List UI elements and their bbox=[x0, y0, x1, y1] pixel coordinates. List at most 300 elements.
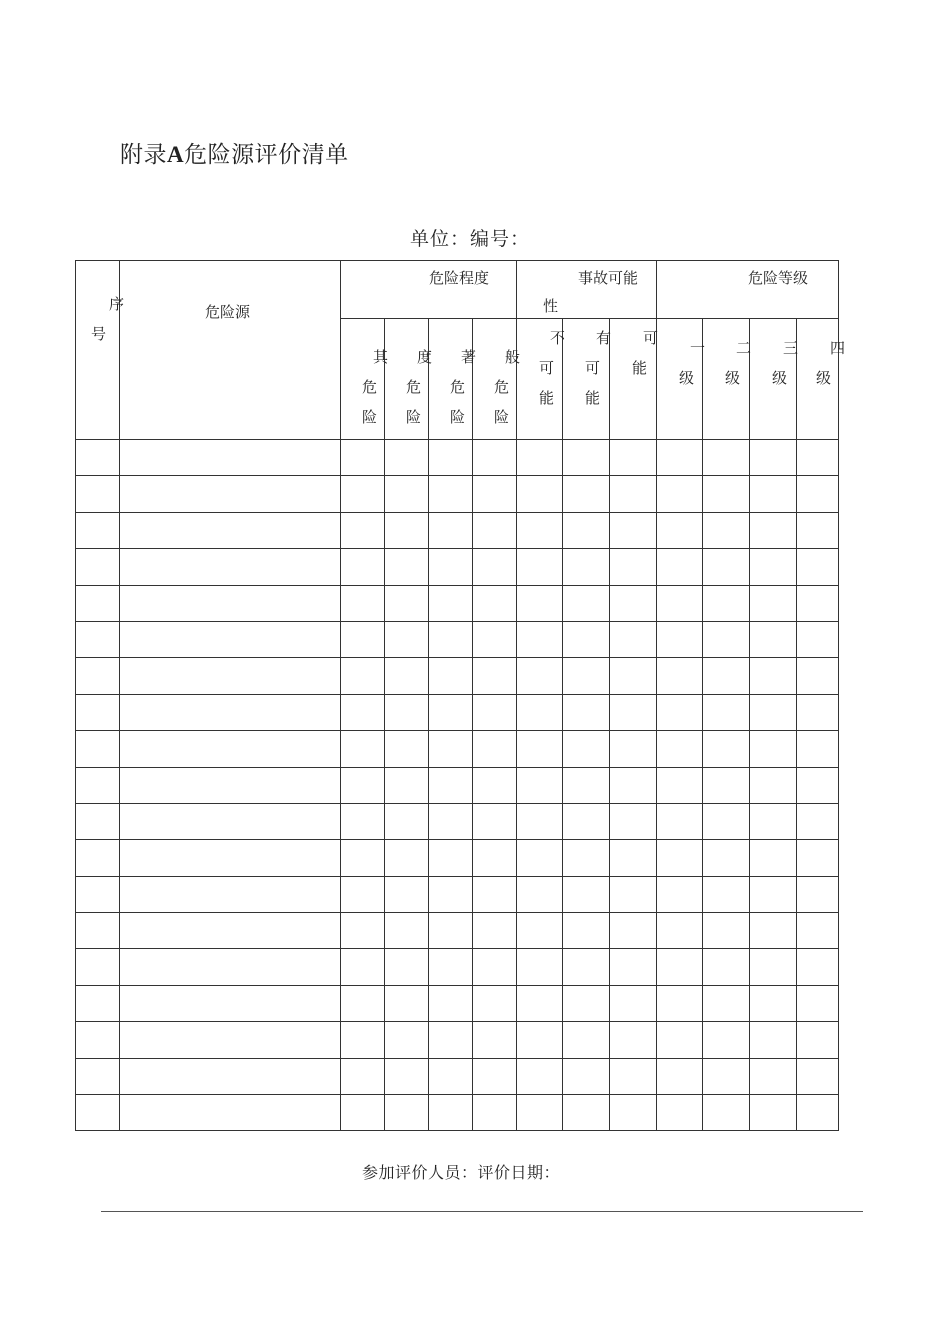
table-cell[interactable] bbox=[517, 512, 563, 548]
table-cell[interactable] bbox=[797, 1022, 839, 1058]
table-cell[interactable] bbox=[429, 767, 473, 803]
table-cell[interactable] bbox=[797, 585, 839, 621]
level-col-3 bbox=[750, 319, 797, 440]
table-cell[interactable] bbox=[429, 840, 473, 876]
table-cell[interactable] bbox=[797, 913, 839, 949]
table-cell[interactable] bbox=[703, 1022, 750, 1058]
table-cell[interactable] bbox=[563, 658, 610, 694]
table-cell[interactable] bbox=[517, 658, 563, 694]
table-cell[interactable] bbox=[76, 1095, 120, 1131]
danger-degree-header: 危险程度 bbox=[429, 269, 490, 287]
table-cell[interactable] bbox=[473, 585, 517, 621]
unit-number-line: 单位：编号： bbox=[410, 228, 531, 250]
table-cell[interactable] bbox=[385, 476, 429, 512]
degree-col-4-label bbox=[494, 380, 509, 425]
level-col-3-top: 三 bbox=[783, 339, 799, 357]
table-cell[interactable] bbox=[429, 1095, 473, 1131]
table-cell[interactable] bbox=[120, 803, 341, 839]
table-cell[interactable] bbox=[385, 585, 429, 621]
table-cell[interactable] bbox=[76, 985, 120, 1021]
table-cell[interactable] bbox=[341, 913, 385, 949]
table-row bbox=[76, 621, 839, 657]
table-cell[interactable] bbox=[657, 840, 703, 876]
table-cell[interactable] bbox=[341, 767, 385, 803]
table-cell[interactable] bbox=[703, 985, 750, 1021]
table-cell[interactable] bbox=[610, 621, 657, 657]
table-cell[interactable] bbox=[341, 1095, 385, 1131]
table-cell[interactable] bbox=[797, 731, 839, 767]
degree-col-4-char: 危 bbox=[494, 378, 510, 396]
table-cell[interactable] bbox=[120, 549, 341, 585]
table-cell[interactable] bbox=[473, 1095, 517, 1131]
table-cell[interactable] bbox=[473, 621, 517, 657]
table-cell[interactable] bbox=[657, 658, 703, 694]
table-cell[interactable] bbox=[610, 1022, 657, 1058]
table-cell[interactable] bbox=[750, 440, 797, 476]
table-cell[interactable] bbox=[76, 512, 120, 548]
table-cell[interactable] bbox=[517, 985, 563, 1021]
level-col-2 bbox=[703, 319, 750, 440]
table-cell[interactable] bbox=[517, 876, 563, 912]
table-cell[interactable] bbox=[473, 549, 517, 585]
table-cell[interactable] bbox=[76, 1058, 120, 1094]
table-cell[interactable] bbox=[120, 512, 341, 548]
table-cell[interactable] bbox=[341, 621, 385, 657]
table-cell[interactable] bbox=[473, 840, 517, 876]
table-cell[interactable] bbox=[76, 476, 120, 512]
table-cell[interactable] bbox=[750, 876, 797, 912]
table-cell[interactable] bbox=[750, 658, 797, 694]
table-cell[interactable] bbox=[429, 585, 473, 621]
table-cell[interactable] bbox=[610, 985, 657, 1021]
table-cell[interactable] bbox=[429, 803, 473, 839]
possibility-col-1-top: 不 bbox=[550, 329, 566, 347]
table-cell[interactable] bbox=[657, 803, 703, 839]
table-cell[interactable] bbox=[473, 803, 517, 839]
table-cell[interactable] bbox=[797, 621, 839, 657]
table-cell[interactable] bbox=[750, 949, 797, 985]
table-cell[interactable] bbox=[76, 767, 120, 803]
table-cell[interactable] bbox=[750, 913, 797, 949]
table-cell[interactable] bbox=[610, 913, 657, 949]
possibility-col-1-char: 能 bbox=[539, 389, 555, 407]
table-cell[interactable] bbox=[385, 985, 429, 1021]
table-cell[interactable] bbox=[385, 694, 429, 730]
table-cell[interactable] bbox=[563, 694, 610, 730]
table-cell[interactable] bbox=[610, 694, 657, 730]
table-cell[interactable] bbox=[750, 1095, 797, 1131]
table-cell[interactable] bbox=[341, 876, 385, 912]
table-cell[interactable] bbox=[429, 658, 473, 694]
table-cell[interactable] bbox=[385, 658, 429, 694]
table-cell[interactable] bbox=[76, 913, 120, 949]
table-cell[interactable] bbox=[341, 549, 385, 585]
table-cell[interactable] bbox=[703, 840, 750, 876]
table-cell[interactable] bbox=[473, 949, 517, 985]
table-cell[interactable] bbox=[563, 1022, 610, 1058]
degree-col-3 bbox=[429, 319, 477, 440]
table-cell[interactable] bbox=[797, 476, 839, 512]
table-cell[interactable] bbox=[610, 803, 657, 839]
table-cell[interactable] bbox=[563, 949, 610, 985]
table-cell[interactable] bbox=[120, 585, 341, 621]
level-col-2-top: 二 bbox=[736, 339, 752, 357]
table-cell[interactable] bbox=[473, 767, 517, 803]
table-row bbox=[76, 658, 839, 694]
table-cell[interactable] bbox=[797, 549, 839, 585]
table-cell[interactable] bbox=[120, 767, 341, 803]
table-cell[interactable] bbox=[563, 512, 610, 548]
table-cell[interactable] bbox=[76, 949, 120, 985]
table-cell[interactable] bbox=[76, 1022, 120, 1058]
table-cell[interactable] bbox=[703, 512, 750, 548]
table-cell[interactable] bbox=[797, 694, 839, 730]
table-cell[interactable] bbox=[563, 731, 610, 767]
table-cell[interactable] bbox=[385, 913, 429, 949]
danger-degree-header-cell bbox=[341, 261, 517, 319]
table-cell[interactable] bbox=[563, 440, 610, 476]
table-cell[interactable] bbox=[385, 803, 429, 839]
table-row bbox=[76, 512, 839, 548]
table-cell[interactable] bbox=[750, 840, 797, 876]
table-cell[interactable] bbox=[385, 949, 429, 985]
table-cell[interactable] bbox=[703, 694, 750, 730]
level-col-1-top: 一 bbox=[690, 339, 706, 357]
table-cell[interactable] bbox=[429, 985, 473, 1021]
table-cell[interactable] bbox=[429, 512, 473, 548]
table-row bbox=[76, 1058, 839, 1094]
table-cell[interactable] bbox=[797, 985, 839, 1021]
table-cell[interactable] bbox=[750, 731, 797, 767]
table-cell[interactable] bbox=[750, 621, 797, 657]
table-cell[interactable] bbox=[473, 694, 517, 730]
table-cell[interactable] bbox=[473, 440, 517, 476]
table-cell[interactable] bbox=[797, 840, 839, 876]
level-col-4 bbox=[797, 319, 846, 440]
table-cell[interactable] bbox=[473, 1058, 517, 1094]
table-cell[interactable] bbox=[703, 1058, 750, 1094]
table-cell[interactable] bbox=[563, 476, 610, 512]
table-cell[interactable] bbox=[120, 840, 341, 876]
table-cell[interactable] bbox=[120, 694, 341, 730]
table-cell[interactable] bbox=[76, 440, 120, 476]
degree-col-2-label bbox=[406, 380, 421, 425]
table-cell[interactable] bbox=[703, 658, 750, 694]
table-cell[interactable] bbox=[341, 803, 385, 839]
table-cell[interactable] bbox=[797, 949, 839, 985]
table-row bbox=[76, 840, 839, 876]
table-cell[interactable] bbox=[797, 512, 839, 548]
table-cell[interactable] bbox=[473, 985, 517, 1021]
table-cell[interactable] bbox=[703, 949, 750, 985]
table-cell[interactable] bbox=[429, 1058, 473, 1094]
table-cell[interactable] bbox=[429, 549, 473, 585]
table-cell[interactable] bbox=[517, 621, 563, 657]
table-cell[interactable] bbox=[657, 1058, 703, 1094]
table-cell[interactable] bbox=[517, 949, 563, 985]
table-cell[interactable] bbox=[120, 913, 341, 949]
table-cell[interactable] bbox=[610, 549, 657, 585]
possibility-col-2-char: 可 bbox=[585, 359, 601, 377]
table-cell[interactable] bbox=[703, 731, 750, 767]
degree-col-2-char: 危 bbox=[406, 378, 422, 396]
table-row bbox=[76, 694, 839, 730]
table-cell[interactable] bbox=[385, 876, 429, 912]
table-cell[interactable] bbox=[385, 731, 429, 767]
table-cell[interactable] bbox=[76, 694, 120, 730]
table-cell[interactable] bbox=[750, 1058, 797, 1094]
table-cell[interactable] bbox=[120, 1095, 341, 1131]
table-cell[interactable] bbox=[473, 876, 517, 912]
table-row bbox=[76, 803, 839, 839]
table-cell[interactable] bbox=[703, 803, 750, 839]
table-cell[interactable] bbox=[657, 621, 703, 657]
table-cell[interactable] bbox=[517, 476, 563, 512]
table-cell[interactable] bbox=[657, 985, 703, 1021]
table-cell[interactable] bbox=[76, 840, 120, 876]
table-cell[interactable] bbox=[473, 731, 517, 767]
table-cell[interactable] bbox=[429, 949, 473, 985]
table-cell[interactable] bbox=[703, 876, 750, 912]
table-cell[interactable] bbox=[341, 658, 385, 694]
table-cell[interactable] bbox=[610, 767, 657, 803]
table-cell[interactable] bbox=[341, 731, 385, 767]
table-cell[interactable] bbox=[341, 1022, 385, 1058]
table-cell[interactable] bbox=[610, 512, 657, 548]
table-cell[interactable] bbox=[429, 1022, 473, 1058]
seq-header-cell bbox=[76, 261, 125, 440]
table-cell[interactable] bbox=[429, 476, 473, 512]
table-cell[interactable] bbox=[473, 658, 517, 694]
table-cell[interactable] bbox=[797, 876, 839, 912]
table-cell[interactable] bbox=[76, 549, 120, 585]
table-cell[interactable] bbox=[120, 1022, 341, 1058]
table-cell[interactable] bbox=[703, 440, 750, 476]
table-cell[interactable] bbox=[657, 913, 703, 949]
level-col-3-char: 级 bbox=[772, 369, 788, 387]
table-cell[interactable] bbox=[429, 440, 473, 476]
table-cell[interactable] bbox=[657, 476, 703, 512]
table-cell[interactable] bbox=[120, 731, 341, 767]
possibility-col-2-top: 有 bbox=[596, 329, 612, 347]
table-cell[interactable] bbox=[657, 1095, 703, 1131]
table-cell[interactable] bbox=[657, 731, 703, 767]
accident-possibility-header-b: 性 bbox=[543, 297, 559, 315]
table-cell[interactable] bbox=[120, 876, 341, 912]
source-header-cell bbox=[120, 261, 341, 440]
table-cell[interactable] bbox=[563, 876, 610, 912]
table-cell[interactable] bbox=[750, 512, 797, 548]
possibility-col-1-label bbox=[539, 361, 554, 406]
table-cell[interactable] bbox=[563, 1058, 610, 1094]
table-cell[interactable] bbox=[610, 1058, 657, 1094]
table-cell[interactable] bbox=[429, 694, 473, 730]
table-cell[interactable] bbox=[797, 1095, 839, 1131]
table-row bbox=[76, 876, 839, 912]
table-cell[interactable] bbox=[76, 585, 120, 621]
degree-col-4-top: 般 bbox=[505, 348, 521, 366]
table-cell[interactable] bbox=[610, 840, 657, 876]
table-cell[interactable] bbox=[657, 585, 703, 621]
table-cell[interactable] bbox=[385, 549, 429, 585]
table-cell[interactable] bbox=[750, 476, 797, 512]
table-cell[interactable] bbox=[120, 1058, 341, 1094]
table-cell[interactable] bbox=[563, 1095, 610, 1131]
table-cell[interactable] bbox=[120, 949, 341, 985]
table-cell[interactable] bbox=[385, 1058, 429, 1094]
level-col-4-top: 四 bbox=[830, 339, 846, 357]
table-cell[interactable] bbox=[341, 985, 385, 1021]
table-cell[interactable] bbox=[473, 512, 517, 548]
table-cell[interactable] bbox=[385, 1022, 429, 1058]
table-cell[interactable] bbox=[610, 949, 657, 985]
table-cell[interactable] bbox=[517, 694, 563, 730]
table-cell[interactable] bbox=[657, 876, 703, 912]
table-cell[interactable] bbox=[657, 767, 703, 803]
table-cell[interactable] bbox=[473, 1022, 517, 1058]
table-cell[interactable] bbox=[703, 913, 750, 949]
table-cell[interactable] bbox=[517, 585, 563, 621]
table-cell[interactable] bbox=[341, 476, 385, 512]
table-cell[interactable] bbox=[750, 803, 797, 839]
table-cell[interactable] bbox=[429, 876, 473, 912]
table-row bbox=[76, 767, 839, 803]
table-cell[interactable] bbox=[610, 658, 657, 694]
table-cell[interactable] bbox=[750, 985, 797, 1021]
table-cell[interactable] bbox=[703, 549, 750, 585]
table-cell[interactable] bbox=[797, 767, 839, 803]
table-cell[interactable] bbox=[517, 440, 563, 476]
table-cell[interactable] bbox=[517, 840, 563, 876]
table-cell[interactable] bbox=[120, 658, 341, 694]
degree-col-3-char: 险 bbox=[450, 408, 466, 426]
table-cell[interactable] bbox=[385, 512, 429, 548]
table-cell[interactable] bbox=[517, 1022, 563, 1058]
source-header: 危险源 bbox=[205, 303, 251, 321]
table-cell[interactable] bbox=[563, 767, 610, 803]
degree-col-1 bbox=[341, 319, 389, 440]
table-cell[interactable] bbox=[703, 767, 750, 803]
table-cell[interactable] bbox=[610, 476, 657, 512]
table-row bbox=[76, 913, 839, 949]
table-cell[interactable] bbox=[517, 549, 563, 585]
table-cell[interactable] bbox=[341, 440, 385, 476]
degree-col-3-top: 著 bbox=[461, 348, 477, 366]
table-cell[interactable] bbox=[341, 512, 385, 548]
table-cell[interactable] bbox=[610, 440, 657, 476]
table-row bbox=[76, 949, 839, 985]
table-cell[interactable] bbox=[657, 512, 703, 548]
table-cell[interactable] bbox=[76, 658, 120, 694]
table-cell[interactable] bbox=[517, 1058, 563, 1094]
table-cell[interactable] bbox=[563, 549, 610, 585]
level-col-3-label bbox=[772, 371, 787, 386]
table-cell[interactable] bbox=[703, 621, 750, 657]
table-cell[interactable] bbox=[120, 476, 341, 512]
table-cell[interactable] bbox=[657, 440, 703, 476]
table-cell[interactable] bbox=[750, 694, 797, 730]
table-cell[interactable] bbox=[563, 913, 610, 949]
table-cell[interactable] bbox=[610, 876, 657, 912]
table-cell[interactable] bbox=[517, 803, 563, 839]
table-cell[interactable] bbox=[341, 840, 385, 876]
table-cell[interactable] bbox=[610, 1095, 657, 1131]
table-cell[interactable] bbox=[517, 731, 563, 767]
table-cell[interactable] bbox=[610, 731, 657, 767]
table-cell[interactable] bbox=[76, 621, 120, 657]
table-cell[interactable] bbox=[610, 585, 657, 621]
table-cell[interactable] bbox=[385, 840, 429, 876]
table-cell[interactable] bbox=[76, 876, 120, 912]
table-cell[interactable] bbox=[563, 621, 610, 657]
table-cell[interactable] bbox=[797, 1058, 839, 1094]
table-cell[interactable] bbox=[385, 767, 429, 803]
table-cell[interactable] bbox=[797, 658, 839, 694]
table-cell[interactable] bbox=[517, 913, 563, 949]
table-cell[interactable] bbox=[797, 440, 839, 476]
table-cell[interactable] bbox=[750, 585, 797, 621]
possibility-col-3-label bbox=[632, 361, 647, 376]
table-cell[interactable] bbox=[120, 985, 341, 1021]
table-cell[interactable] bbox=[385, 621, 429, 657]
degree-col-3-char: 危 bbox=[450, 378, 466, 396]
table-cell[interactable] bbox=[385, 440, 429, 476]
table-cell[interactable] bbox=[750, 549, 797, 585]
table-cell[interactable] bbox=[517, 1095, 563, 1131]
table-cell[interactable] bbox=[473, 476, 517, 512]
table-cell[interactable] bbox=[76, 731, 120, 767]
table-cell[interactable] bbox=[750, 767, 797, 803]
table-cell[interactable] bbox=[563, 585, 610, 621]
table-cell[interactable] bbox=[429, 731, 473, 767]
level-col-2-char: 级 bbox=[725, 369, 741, 387]
table-cell[interactable] bbox=[563, 985, 610, 1021]
table-cell[interactable] bbox=[703, 1095, 750, 1131]
table-cell[interactable] bbox=[120, 621, 341, 657]
table-cell[interactable] bbox=[517, 767, 563, 803]
table-cell[interactable] bbox=[429, 913, 473, 949]
table-cell[interactable] bbox=[341, 1058, 385, 1094]
table-cell[interactable] bbox=[703, 476, 750, 512]
table-cell[interactable] bbox=[76, 803, 120, 839]
table-cell[interactable] bbox=[429, 621, 473, 657]
table-row bbox=[76, 731, 839, 767]
table-cell[interactable] bbox=[657, 694, 703, 730]
accident-possibility-header-cell bbox=[517, 261, 657, 319]
level-col-1 bbox=[657, 319, 706, 440]
table-cell[interactable] bbox=[703, 585, 750, 621]
table-cell[interactable] bbox=[657, 549, 703, 585]
seq-header-b: 号 bbox=[91, 325, 107, 343]
level-col-4-char: 级 bbox=[816, 369, 832, 387]
table-cell[interactable] bbox=[563, 840, 610, 876]
table-cell[interactable] bbox=[341, 585, 385, 621]
table-cell[interactable] bbox=[657, 949, 703, 985]
possibility-col-2-label bbox=[585, 361, 600, 406]
possibility-col-3 bbox=[610, 319, 657, 440]
table-cell[interactable] bbox=[120, 440, 341, 476]
table-cell[interactable] bbox=[750, 1022, 797, 1058]
table-cell[interactable] bbox=[341, 949, 385, 985]
table-row bbox=[76, 985, 839, 1021]
table-cell[interactable] bbox=[385, 1095, 429, 1131]
table-cell[interactable] bbox=[797, 803, 839, 839]
possibility-col-3-char: 能 bbox=[632, 359, 648, 377]
table-cell[interactable] bbox=[563, 803, 610, 839]
table-cell[interactable] bbox=[341, 694, 385, 730]
table-cell[interactable] bbox=[657, 1022, 703, 1058]
table-cell[interactable] bbox=[473, 913, 517, 949]
